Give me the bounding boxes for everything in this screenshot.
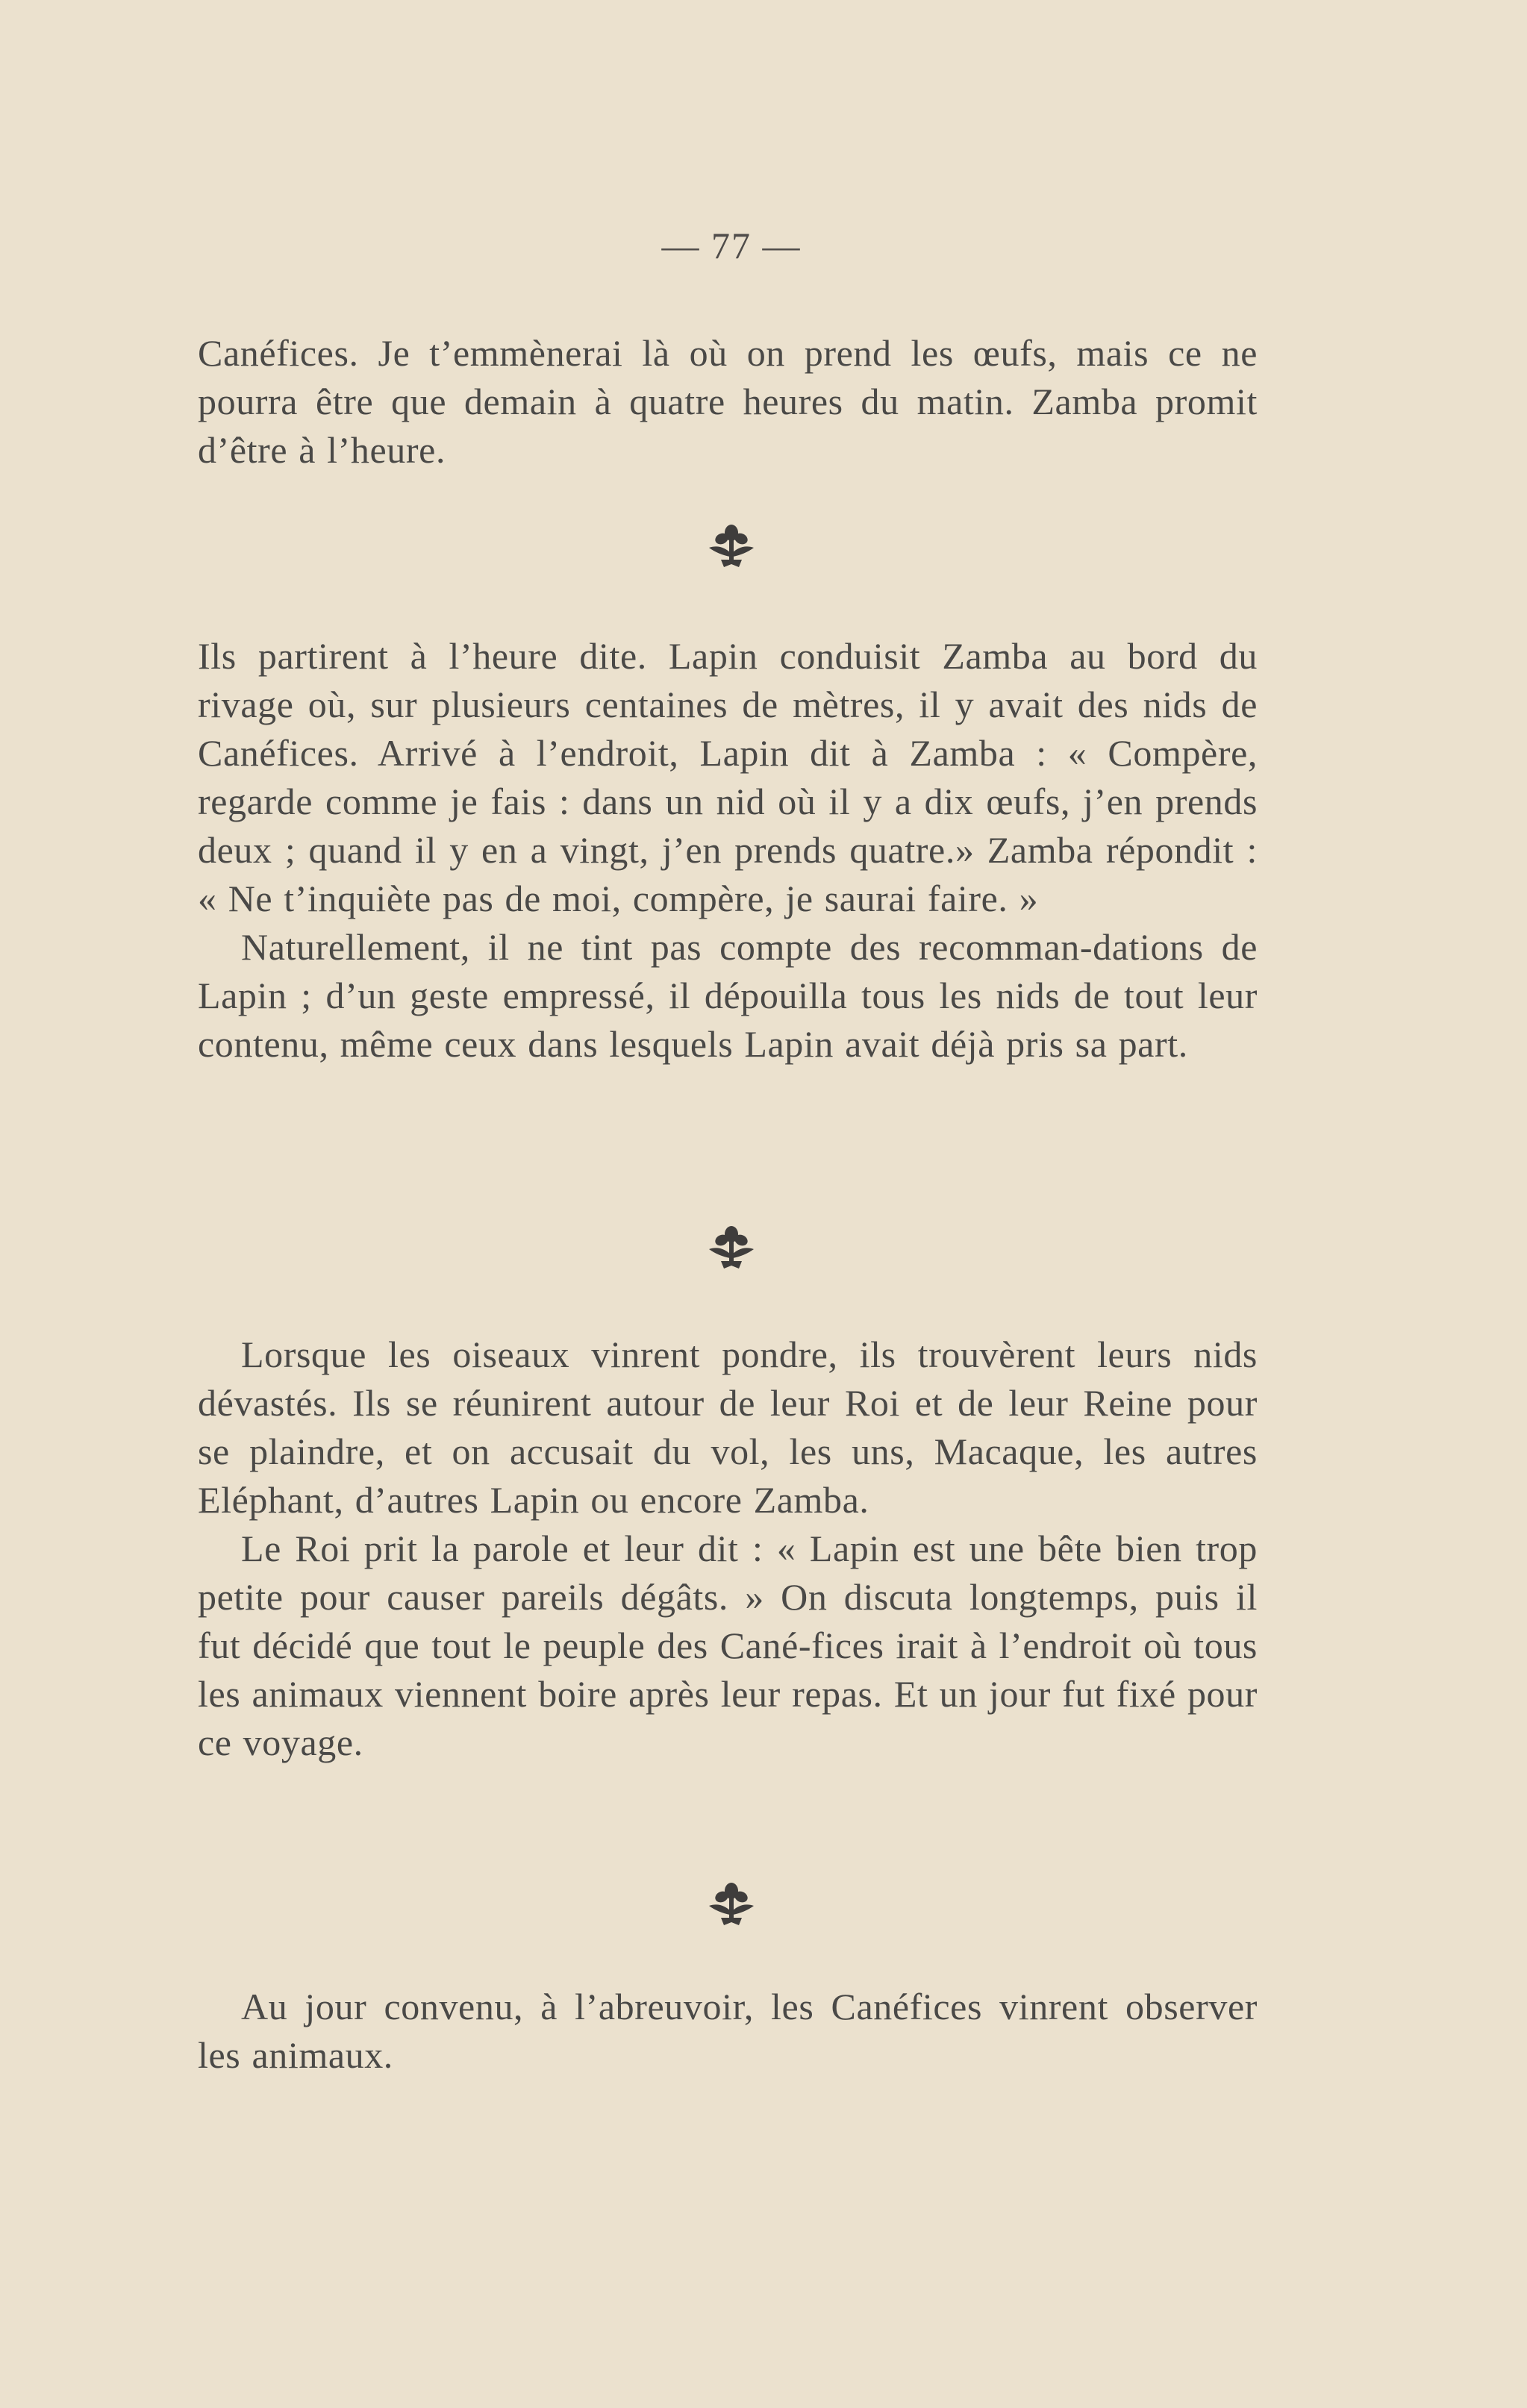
paragraph: Le Roi prit la parole et leur dit : « Lapin est une bête bien trop petite pour causer pareils dégâts. » On discuta longtemps, puis il fut décidé que tout le peuple des Cané-fices irait à l’endroit où tous les animaux viennent boire après leur repas. Et un jour fut fixé pour ce voyage. xyxy=(198,1527,1258,1763)
paragraph: Lorsque les oiseaux vinrent pondre, ils trouvèrent leurs nids dévastés. Ils se réunirent autour de leur Roi et de leur Reine pour se plaindre, et on accusait du vol, les uns, Macaque, les autres Eléphant, d’autres Lapin ou encore Zamba. xyxy=(198,1333,1258,1521)
fleuron-icon xyxy=(702,1880,761,1931)
fleuron-icon-shape xyxy=(702,1880,761,1931)
text-block-1 xyxy=(198,329,1258,475)
fleuron-icon-shape xyxy=(702,522,761,573)
paragraph: Naturellement, il ne tint pas compte des recomman-dations de Lapin ; d’un geste empressé, il dépouilla tous les nids de tout leur contenu, même ceux dans lesquels Lapin avait déjà pris sa part. xyxy=(198,926,1258,1065)
paragraph: Ils partirent à l’heure dite. Lapin conduisit Zamba au bord du rivage où, sur plusieurs centaines de mètres, il y avait des nids de Canéfices. Arrivé à l’endroit, Lapin dit à Zamba : « Compère, regarde comme je fais : dans un nid où il y a dix œufs, j’en prends deux ; quand il y en a vingt, j’en prends quatre.» Zamba répondit : « Ne t’inquiète pas de moi, compère, je saurai faire. » xyxy=(198,635,1258,919)
text-block-2 xyxy=(198,632,1258,1069)
fleuron-icon xyxy=(702,1224,761,1275)
fleuron-icon xyxy=(702,522,761,573)
page-number: — 77 — xyxy=(661,225,802,266)
fleuron-icon-shape xyxy=(702,1224,761,1275)
text-block-3 xyxy=(198,1330,1258,1767)
paragraph: Au jour convenu, à l’abreuvoir, les Canéfices vinrent observer les animaux. xyxy=(198,1986,1258,2076)
paragraph: Canéfices. Je t’emmènerai là où on prend les œufs, mais ce ne pourra être que demain à quatre heures du matin. Zamba promit d’être à l’heure. xyxy=(198,332,1258,471)
text-block-4 xyxy=(198,1983,1258,2080)
